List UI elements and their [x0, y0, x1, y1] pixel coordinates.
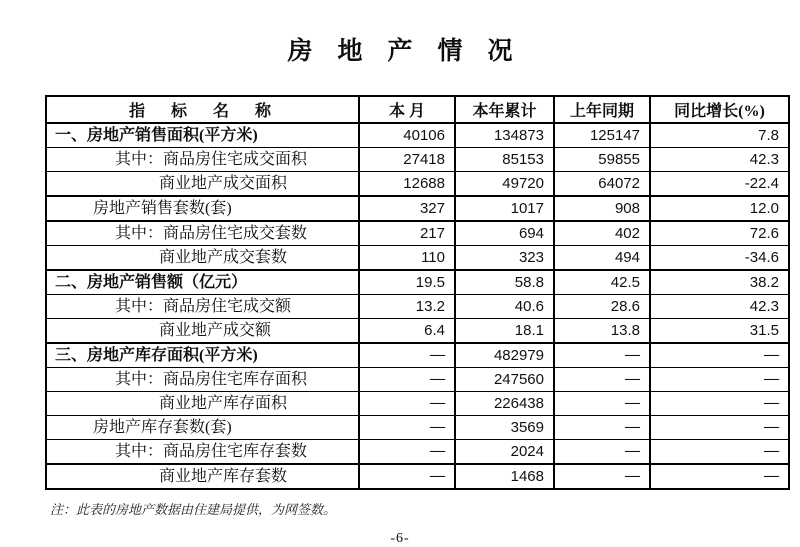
value-cell: 7.8	[650, 123, 789, 148]
value-cell: 28.6	[554, 295, 650, 319]
value-cell: 247560	[455, 368, 554, 392]
value-cell: 13.2	[359, 295, 455, 319]
header-indicator-name: 指 标 名 称	[46, 96, 359, 123]
value-cell: 125147	[554, 123, 650, 148]
value-cell: 402	[554, 221, 650, 246]
table-body	[46, 123, 789, 489]
value-cell: 1017	[455, 196, 554, 221]
table-row	[46, 343, 789, 368]
value-cell: 42.3	[650, 295, 789, 319]
value-cell: 226438	[455, 392, 554, 416]
value-cell: 64072	[554, 172, 650, 197]
value-cell: —	[650, 464, 789, 489]
value-cell: —	[359, 392, 455, 416]
header-yoy-growth: 同比增长(%)	[650, 96, 789, 123]
indicator-name-cell: 商业地产成交套数	[46, 246, 359, 271]
indicator-name-cell: 商业地产库存面积	[46, 392, 359, 416]
value-cell: —	[554, 392, 650, 416]
indicator-name-cell: 其中：商品房住宅成交套数	[46, 221, 359, 246]
value-cell: 85153	[455, 148, 554, 172]
value-cell: 27418	[359, 148, 455, 172]
value-cell: —	[554, 416, 650, 440]
value-cell: 59855	[554, 148, 650, 172]
indicator-name-cell: 其中：商品房住宅成交面积	[46, 148, 359, 172]
value-cell: 3569	[455, 416, 554, 440]
value-cell: 31.5	[650, 319, 789, 344]
value-cell: —	[359, 416, 455, 440]
indicator-name-cell: 商业地产成交面积	[46, 172, 359, 197]
value-cell: 327	[359, 196, 455, 221]
value-cell: 42.3	[650, 148, 789, 172]
table-row	[46, 148, 789, 172]
indicator-name-cell: 商业地产库存套数	[46, 464, 359, 489]
value-cell: 110	[359, 246, 455, 271]
table-row	[46, 123, 789, 148]
indicator-name-cell: 房地产销售套数(套)	[46, 196, 359, 221]
header-ytd-total: 本年累计	[455, 96, 554, 123]
value-cell: —	[650, 368, 789, 392]
footnote: 注：此表的房地产数据由住建局提供，为网签数。	[50, 502, 337, 517]
value-cell: 2024	[455, 440, 554, 465]
table-header-row	[46, 96, 789, 123]
value-cell: —	[359, 464, 455, 489]
page-title: 房 地 产 情 况	[287, 37, 513, 65]
indicator-name-cell: 房地产库存套数(套)	[46, 416, 359, 440]
value-cell: —	[554, 368, 650, 392]
indicator-name-cell: 其中：商品房住宅库存套数	[46, 440, 359, 465]
table-row	[46, 319, 789, 344]
value-cell: —	[359, 368, 455, 392]
value-cell: -22.4	[650, 172, 789, 197]
value-cell: 6.4	[359, 319, 455, 344]
value-cell: —	[650, 343, 789, 368]
value-cell: -34.6	[650, 246, 789, 271]
value-cell: 12.0	[650, 196, 789, 221]
indicator-name-cell: 三、房地产库存面积(平方米)	[46, 343, 359, 368]
table-row	[46, 196, 789, 221]
table-row	[46, 270, 789, 295]
value-cell: 217	[359, 221, 455, 246]
value-cell: 12688	[359, 172, 455, 197]
value-cell: 19.5	[359, 270, 455, 295]
value-cell: —	[554, 343, 650, 368]
value-cell: 482979	[455, 343, 554, 368]
table-row	[46, 392, 789, 416]
value-cell: 40.6	[455, 295, 554, 319]
real-estate-table	[45, 95, 790, 490]
value-cell: 49720	[455, 172, 554, 197]
value-cell: 40106	[359, 123, 455, 148]
value-cell: 694	[455, 221, 554, 246]
indicator-name-cell: 其中：商品房住宅成交额	[46, 295, 359, 319]
table-row	[46, 464, 789, 489]
header-last-year-same-period: 上年同期	[554, 96, 650, 123]
value-cell: 323	[455, 246, 554, 271]
table-row	[46, 368, 789, 392]
value-cell: —	[554, 464, 650, 489]
table-row	[46, 416, 789, 440]
value-cell: 18.1	[455, 319, 554, 344]
table-row	[46, 440, 789, 465]
value-cell: 42.5	[554, 270, 650, 295]
value-cell: —	[650, 416, 789, 440]
header-current-month: 本 月	[359, 96, 455, 123]
table-row	[46, 221, 789, 246]
value-cell: 72.6	[650, 221, 789, 246]
indicator-name-cell: 其中：商品房住宅库存面积	[46, 368, 359, 392]
indicator-name-cell: 一、房地产销售面积(平方米)	[46, 123, 359, 148]
value-cell: —	[650, 440, 789, 465]
value-cell: —	[359, 440, 455, 465]
value-cell: 494	[554, 246, 650, 271]
value-cell: —	[554, 440, 650, 465]
indicator-name-cell: 商业地产成交额	[46, 319, 359, 344]
indicator-name-cell: 二、房地产销售额（亿元）	[46, 270, 359, 295]
value-cell: —	[359, 343, 455, 368]
table-row	[46, 295, 789, 319]
page-number: -6-	[390, 531, 410, 546]
value-cell: 38.2	[650, 270, 789, 295]
value-cell: 13.8	[554, 319, 650, 344]
value-cell: 58.8	[455, 270, 554, 295]
value-cell: —	[650, 392, 789, 416]
table-row	[46, 172, 789, 197]
table-row	[46, 246, 789, 271]
value-cell: 134873	[455, 123, 554, 148]
value-cell: 908	[554, 196, 650, 221]
value-cell: 1468	[455, 464, 554, 489]
